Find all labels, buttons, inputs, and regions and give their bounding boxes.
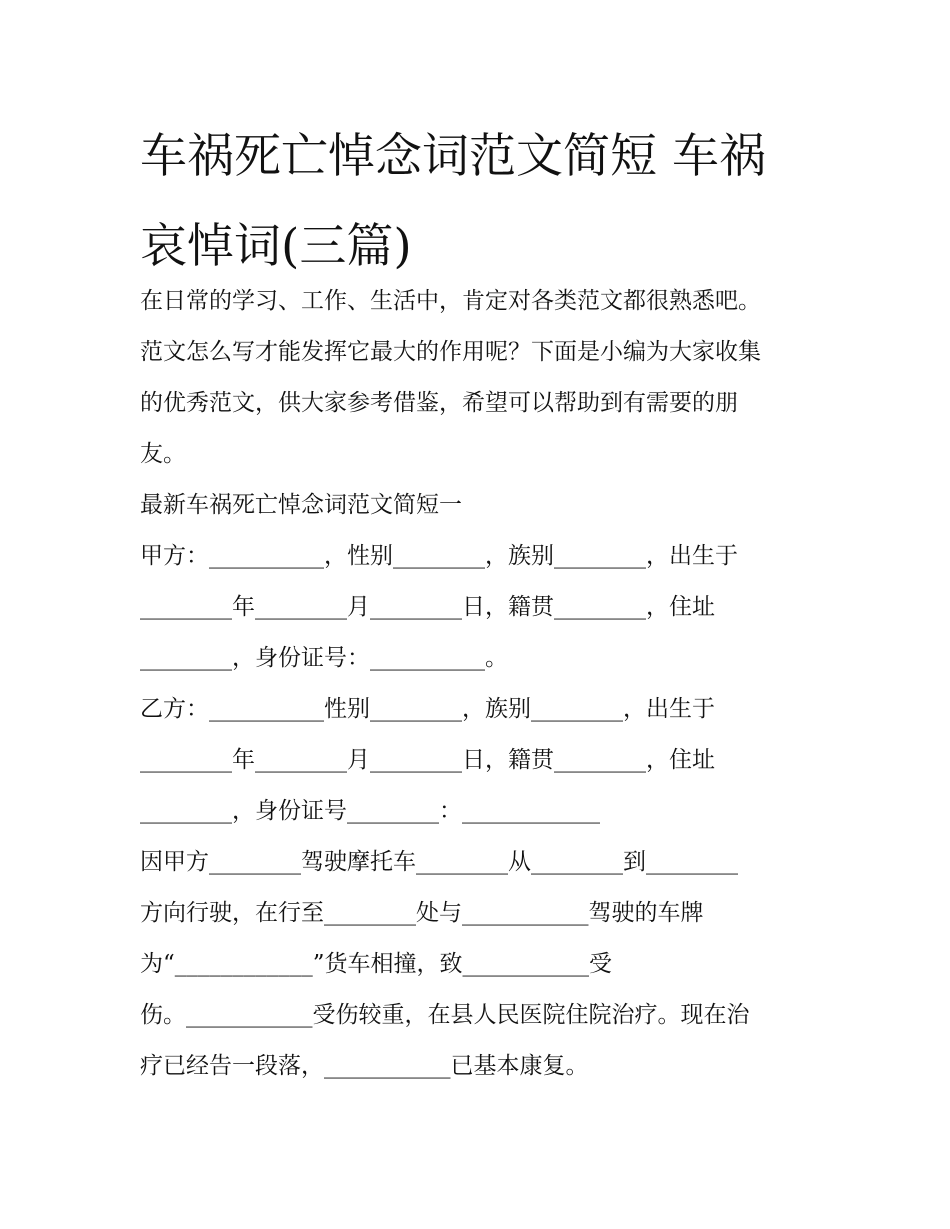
section-heading: 最新车祸死亡悼念词范文简短一 — [140, 492, 462, 518]
title-line-1: 车祸死亡悼念词范文简短 车祸 — [140, 129, 766, 184]
incident-line-2: 方向行驶，在行至________处与___________驾驶的车牌 — [140, 900, 704, 926]
party-a-line-3: ________，身份证号：__________。 — [140, 645, 508, 671]
party-b-line-1: 乙方：__________性别________，族别________，出生于 — [140, 696, 715, 722]
document-title — [140, 112, 830, 292]
incident-line-1: 因甲方________驾驶摩托车________从________到________ — [140, 849, 738, 875]
incident-line-5: 疗已经告一段落，___________已基本康复。 — [140, 1053, 589, 1079]
party-a-line-2: ________年________月________日，籍贯________，住址 — [140, 594, 715, 620]
title-line-2: 哀悼词(三篇) — [140, 219, 412, 274]
party-b-line-3: ________，身份证号________：____________ — [140, 798, 600, 824]
body-line-2: 范文怎么写才能发挥它最大的作用呢？下面是小编为大家收集 — [140, 339, 761, 365]
body-line-1: 在日常的学习、工作、生活中，肯定对各类范文都很熟悉吧。 — [140, 288, 761, 314]
body-line-3: 的优秀范文，供大家参考借鉴，希望可以帮助到有需要的朋 — [140, 390, 738, 416]
incident-line-3: 为“____________”货车相撞，致___________受 — [140, 951, 613, 977]
body-line-4: 友。 — [140, 441, 186, 467]
incident-line-4: 伤。___________受伤较重，在县人民医院住院治疗。现在治 — [140, 1002, 750, 1028]
party-a-line-1: 甲方：__________，性别________，族别________，出生于 — [140, 543, 738, 569]
document-body — [140, 276, 820, 1092]
party-b-line-2: ________年________月________日，籍贯________，住址 — [140, 747, 715, 773]
